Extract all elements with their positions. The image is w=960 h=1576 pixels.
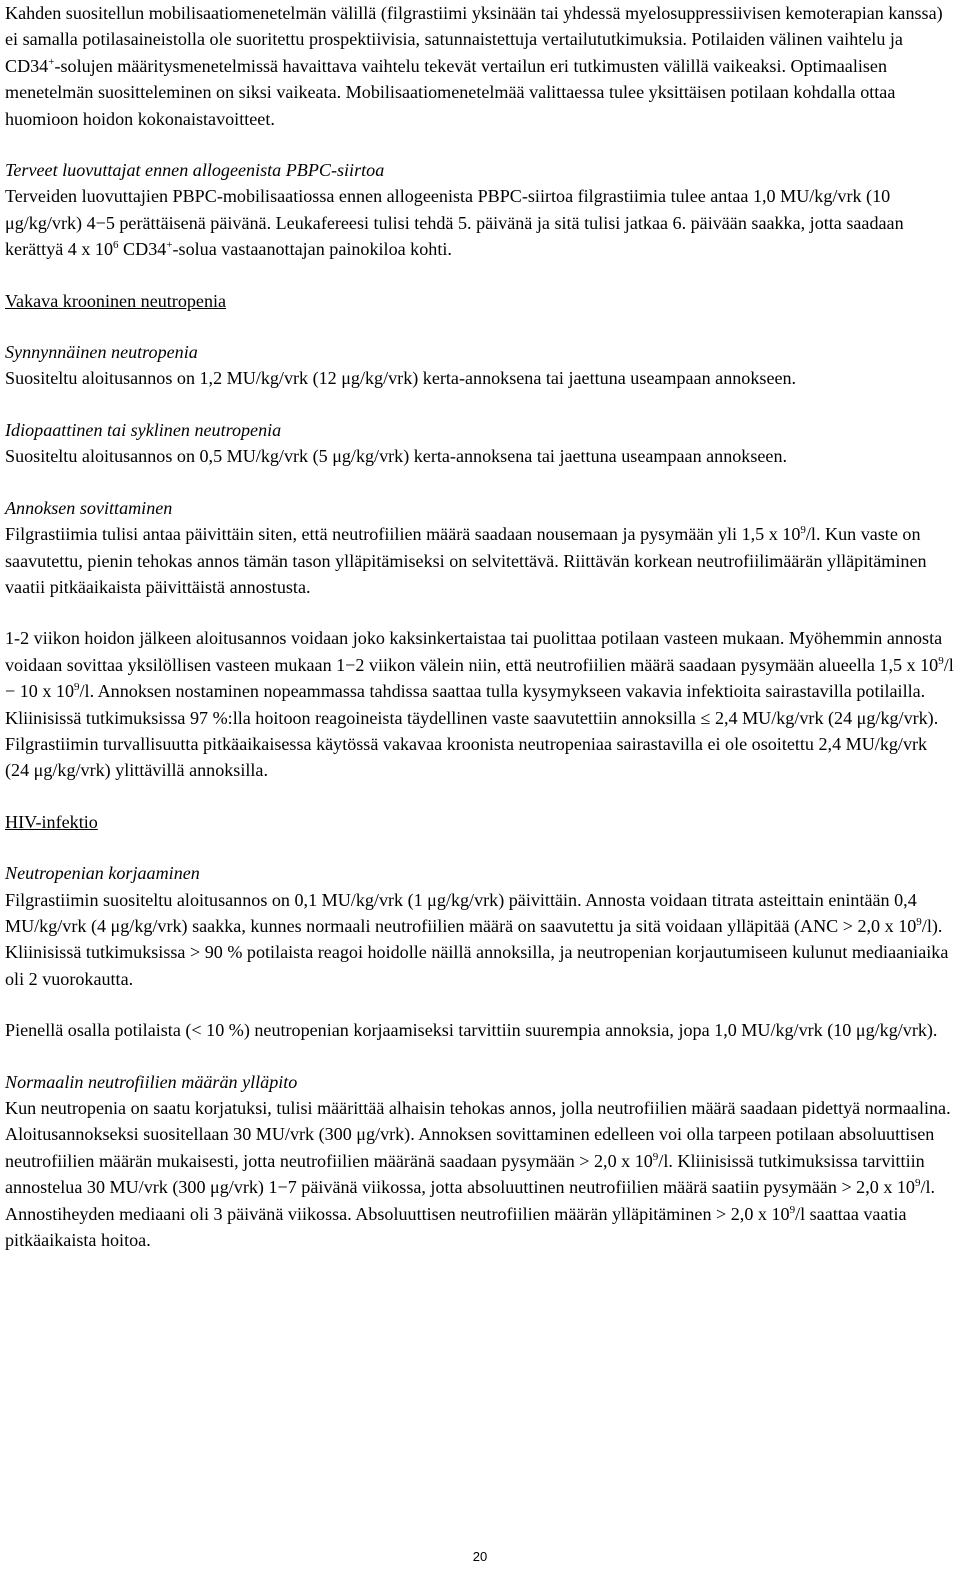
document-page bbox=[5, 0, 955, 1253]
congenital-neutropenia-heading: Synnynnäinen neutropenia bbox=[5, 342, 198, 363]
maintenance-heading: Normaalin neutrofiilien määrän ylläpito bbox=[5, 1071, 298, 1092]
mobilisation-paragraph: Kahden suositellun mobilisaatiomenetelmän välillä (filgrastiimi yksinään tai yhdessä myelosuppressiivisen kemoterapian kanssa) ei samalla potilasaineistolla ole suoritettu prospektiivisia, satunnaistettuja vertailututkimuksia. Potilaiden välinen vaihtelu ja CD34+-solujen määritysmenetelmissä havaittava vaihtelu tekevät vertailun eri tutkimusten välillä vaikeaksi. Optimaalisen menetelmän suositteleminen on siksi vaikeata. Mobilisaatiomenetelmää valittaessa tulee yksittäisen potilaan kohdalla ottaa huomioon hoidon kokonaistavoitteet. bbox=[5, 3, 943, 129]
small-group-paragraph: Pienellä osalla potilaista (< 10 %) neutropenian korjaamiseksi tarvittiin suurempia annoksia, jopa 1,0 MU/kg/vrk (10 μg/kg/vrk). bbox=[5, 1020, 938, 1041]
maintenance-paragraph: Kun neutropenia on saatu korjatuksi, tulisi määrittää alhaisin tehokas annos, jolla neutrofiilien määrä saadaan pidettyä normaalina. Aloitusannokseksi suositellaan 30 MU/vrk (300 μg/vrk). Annoksen sovittaminen edelleen voi olla tarpeen potilaan absoluuttisen neutrofiilien määrän mukaisesti, jotta neutrofiilien määränä saadaan pysymään > 2,0 x $10^9/l$. Kliinisissä tutkimuksissa tarvittiin annostelua 30 MU/vrk (300 μg/vrk) 1−7 päivänä viikossa, jotta absoluuttinen neutrofiilien määrä saatiin pysymään > 2,0 x $10^9/l$. Annostiheyden mediaani oli 3 päivänä viikossa. Absoluuttisen neutrofiilien määrän ylläpitäminen > 2,0 x $10^9/l$ saattaa vaatia pitkäaikaista hoitoa. bbox=[5, 1098, 951, 1251]
neutropenia-correction-paragraph: Filgrastiimin suositeltu aloitusannos on 0,1 MU/kg/vrk (1 μg/kg/vrk) päivittäin. Annosta voidaan titrata asteittain enintään 0,4 MU/kg/vrk (4 μg/kg/vrk) saakka, kunnes normaali neutrofiilien määrä on saavutettu ja sitä voidaan ylläpitää (ANC > 2,0 x $10^9/l$). Kliinisissä tutkimuksissa > 90 % potilaista reagoi hoidolle näillä annoksilla, ja neutropenian korjautumiseen kulunut mediaaniaika oli 2 vuorokautta. bbox=[5, 889, 949, 989]
dose-adjustment-heading: Annoksen sovittaminen bbox=[5, 497, 173, 518]
idiopathic-neutropenia-paragraph: Suositeltu aloitusannos on 0,5 MU/kg/vrk (5 μg/kg/vrk) kerta-annoksena tai jaettuna useampaan annokseen. bbox=[5, 446, 788, 467]
severe-chronic-neutropenia-heading: Vakava krooninen neutropenia bbox=[5, 290, 227, 311]
healthy-donors-heading: Terveet luovuttajat ennen allogeenista PBPC-siirtoa bbox=[5, 160, 385, 181]
hiv-infection-heading: HIV-infektio bbox=[5, 811, 98, 832]
healthy-donors-paragraph: Terveiden luovuttajien PBPC-mobilisaatiossa ennen allogeenista PBPC-siirtoa filgrastiimia tulee antaa 1,0 MU/kg/vrk (10 μg/kg/vrk) 4−5 perättäisenä päivänä. Leukafereesi tulisi tehdä 5. päivänä ja sitä tulisi jatkaa 6. päivään saakka, jotta saadaan kerättyä 4 x $10^6$ CD34+-solua vastaanottajan painokiloa kohti. bbox=[5, 186, 904, 260]
dose-adjustment-paragraph: Filgrastiimia tulisi antaa päivittäin siten, että neutrofiilien määrä saadaan nousemaan ja pysymään yli 1,5 x $10^9/l$. Kun vaste on saavutettu, pienin tehokas annos tämän tason ylläpitämiseksi on selvitettävä. Riittävän korkean neutrofiilimäärän ylläpitäminen vaatii pitkäaikaista päivittäistä annostusta. bbox=[5, 524, 927, 597]
congenital-neutropenia-paragraph: Suositeltu aloitusannos on 1,2 MU/kg/vrk (12 μg/kg/vrk) kerta-annoksena tai jaettuna useampaan annokseen. bbox=[5, 368, 797, 389]
idiopathic-neutropenia-heading: Idiopaattinen tai syklinen neutropenia bbox=[5, 419, 282, 440]
neutropenia-correction-heading: Neutropenian korjaaminen bbox=[5, 863, 200, 884]
page-number: 20 bbox=[472, 1549, 488, 1564]
dose-weeks-paragraph: 1-2 viikon hoidon jälkeen aloitusannos voidaan joko kaksinkertaistaa tai puolittaa potilaan vasteen mukaan. Myöhemmin annosta voidaan sovittaa yksilöllisen vasteen mukaan 1−2 viikon välein niin, että neutrofiilien määrä saadaan pysymään alueella 1,5 x $10^9/l - 10$ x $10^9/l$. Annoksen nostaminen nopeammassa tahdissa saattaa tulla kysymykseen vakavia infektioita sairastavilla potilailla. Kliinisissä tutkimuksissa 97 %:lla hoitoon reagoineista täydellinen vaste saavutettiin annoksilla ≤ 2,4 MU/kg/vrk (24 μg/kg/vrk). Filgrastiimin turvallisuutta pitkäaikaisessa käytössä vakavaa kroonista neutropeniaa sairastavilla ei ole osoitettu 2,4 MU/kg/vrk (24 μg/kg/vrk) ylittävillä annoksilla. bbox=[5, 628, 954, 781]
